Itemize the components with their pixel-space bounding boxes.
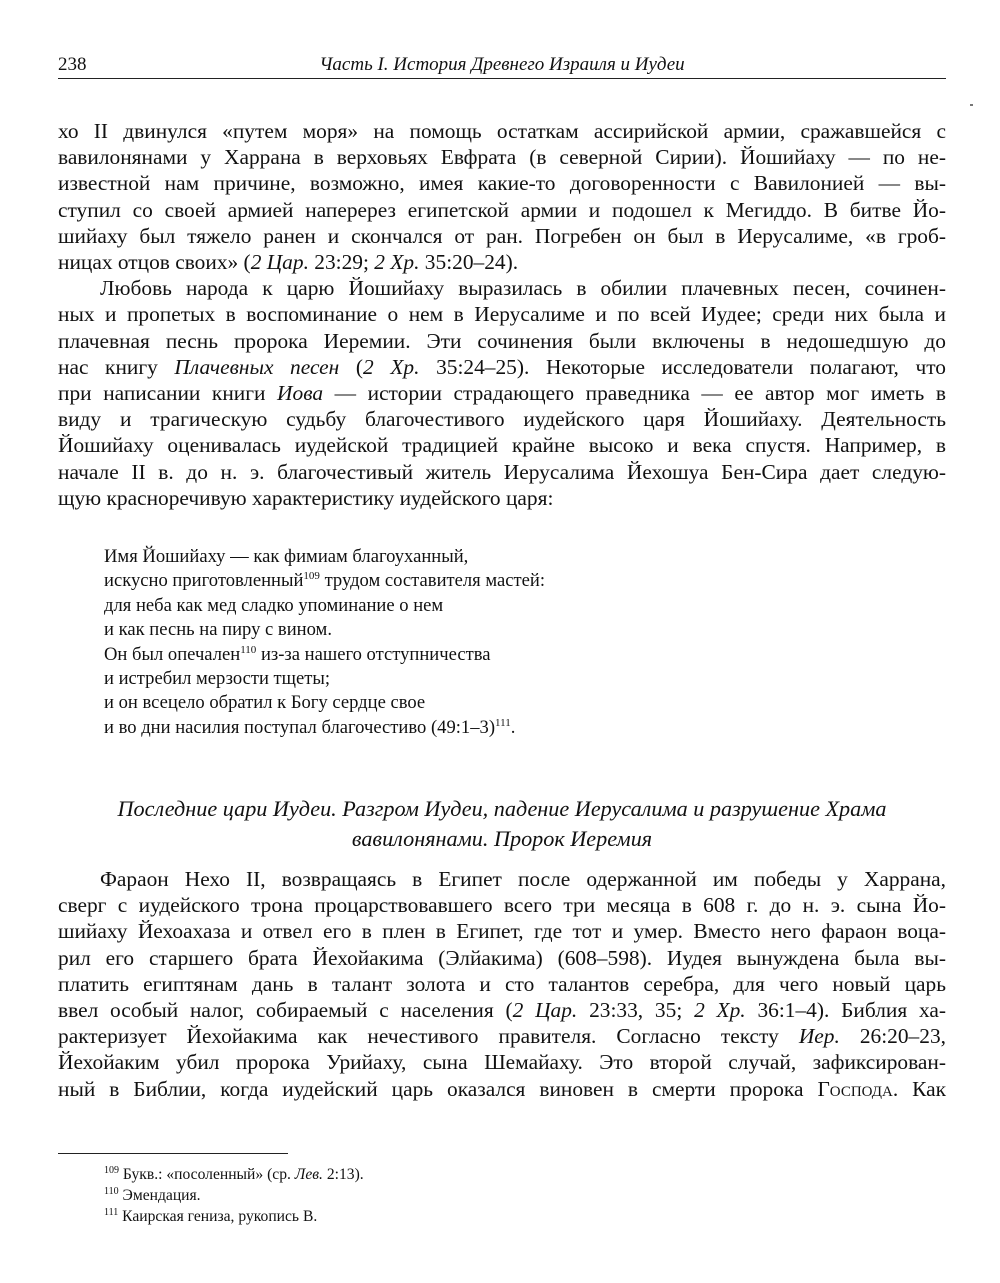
footnote-ref[interactable]: 109 <box>303 570 320 583</box>
bible-ref: Иер. <box>798 1024 840 1049</box>
footnote-ref[interactable]: 111 <box>495 716 511 729</box>
poem-verse: и как песнь на пиру с вином. <box>104 619 332 641</box>
footnote-number: 110 <box>104 1185 119 1197</box>
text-line: шийаху был тяжело ранен и скончался от ран. Погребен он был в Иерусалиме, «в гроб- <box>58 223 946 248</box>
text-line: ввел особый налог, собираемый с населения (2 Цар. 23:33, 35; 2 Хр. 36:1–4). Библия ха- <box>58 998 947 1023</box>
text-line: рактеризует Йехойакима как нечестивого правителя. Согласно тексту Иер. 26:20–23, <box>58 1024 946 1049</box>
text-line: шийаху Йехоахаза и отвел его в плен в Египет, где тот и умер. Вместо него фараон воца- <box>58 919 946 944</box>
poem-verse: Он был опечален$^{110}$ из-за нашего отступничества <box>104 643 491 665</box>
book-title: Иова <box>277 381 324 406</box>
poem-verse: искусно приготовленный$^{109}$ трудом составителя мастей: <box>104 570 546 592</box>
footnote-110: $^{110}$ Эмендация. <box>104 1185 201 1204</box>
bible-ref: Лев. <box>294 1166 323 1183</box>
running-header <box>58 52 946 79</box>
poem-verse: Имя Йошийаху — как фимиам благоуханный, <box>104 546 469 567</box>
text-line: хо II двинулся «путем моря» на помощь остаткам ассирийской армии, сражавшейся с <box>58 119 946 143</box>
bible-ref: 2 Цар. <box>512 998 578 1023</box>
section-heading <box>58 794 946 854</box>
footnotes <box>104 1164 904 1227</box>
text-line: щую красноречивую характеристику иудейского царя: <box>58 485 554 510</box>
text-line: ницах отцов своих» (2 Цар. 23:29; 2 Хр. 35:20–24). <box>58 250 519 275</box>
bible-ref: 2 Цар. <box>250 250 309 275</box>
text-line: ный в Библии, когда иудейский царь оказался виновен в смерти пророка Господа. Как <box>58 1076 946 1101</box>
section-heading-line: вавилонянами. Пророк Иеремия <box>351 826 653 851</box>
poem-verse: для неба как мед сладко упоминание о нем <box>104 594 444 616</box>
bible-ref: 2 Хр. <box>694 998 746 1023</box>
footnote-ref[interactable]: 110 <box>240 643 257 656</box>
footnote-number: 111 <box>104 1206 119 1218</box>
text-line: виду и трагическую судьбу благочестивого иудейского царя Йошийаху. Деятельность <box>58 407 946 432</box>
text-line: вавилонянами у Харрана в верховьях Евфрата (в северной Сирии). Йошийаху — по не- <box>58 145 946 170</box>
text-line: платить египтянам дань в талант золота и сто талантов серебра, для чего новый царь <box>58 971 946 996</box>
text-line: Йехойаким убил пророка Урийаху, сына Шемайаху. Это второй случай, зафиксирован- <box>58 1050 946 1075</box>
text-line: Любовь народа к царю Йошийаху выразилась в обилии плачевных песен, сочинен- <box>100 276 946 301</box>
book-title: Плачевных песен <box>174 354 340 379</box>
text-line: ных и пропетых в воспоминание о нем в Иерусалиме и по всей Иудее; среди них была и <box>58 302 946 327</box>
text-line: рил его старшего брата Йехойакима (Элйакима) (608–598). Иудея вынуждена была вы- <box>58 945 946 970</box>
scan-speck <box>970 104 973 106</box>
poem-verse: и истребил мерзости тщеты; <box>104 668 331 690</box>
poem-verse: и во дни насилия поступал благочестиво (49:1–3)$^{111}$. <box>104 716 516 738</box>
text-line: нас книгу Плачевных песен (2 Хр. 35:24–25). Некоторые исследователи полагают, что <box>58 354 946 379</box>
bible-ref: 2 Хр. <box>374 250 420 275</box>
text-line: ступил со своей армией наперерез египетской армии и подошел к Мегиддо. В битве Йо- <box>58 197 946 222</box>
divine-name: Господа <box>817 1076 893 1101</box>
text-line: Йошийаху оценивалась иудейской традицией крайне высоко и века спустя. Например, в <box>58 433 946 458</box>
paragraph-2 <box>58 275 946 511</box>
section-heading-line: Последние цари Иудеи. Разгром Иудеи, падение Иерусалима и разрушение Храма <box>117 796 887 821</box>
poem-verse: и он всецело обратил к Богу сердце свое <box>104 692 426 714</box>
page-number: 238 <box>58 54 87 75</box>
main-text-block <box>58 118 946 511</box>
text-line: начале II в. до н. э. благочестивый житель Иерусалима Йехошуа Бен-Сира дает следую- <box>58 459 946 484</box>
text-line: плачевная песнь пророка Иеремии. Эти сочинения были включены в недошедшую до <box>58 328 946 353</box>
paragraph-3 <box>58 866 946 1102</box>
running-title: Часть I. История Древнего Израиля и Иудеи <box>319 54 685 75</box>
text-line: при написании книги Иова — истории страдающего праведника — ее автор мог иметь в <box>58 381 946 406</box>
text-line: сверг с иудейского трона процарствовавшего всего три месяца в 608 г. до н. э. сына Йо- <box>58 893 946 918</box>
paragraph-1 <box>58 118 946 275</box>
footnote-number: 109 <box>104 1164 119 1176</box>
footnote-109: $^{109}$ Букв.: «посоленный» (ср. Лев. 2:13). <box>104 1164 364 1183</box>
bible-ref: 2 Хр. <box>363 354 420 379</box>
footnote-divider <box>58 1153 288 1154</box>
poem-quote <box>104 545 804 740</box>
text-line: Фараон Нехо II, возвращаясь в Египет после одержанной им победы у Харрана, <box>100 867 946 891</box>
footnote-111: $^{111}$ Каирская гениза, рукопись В. <box>104 1206 318 1225</box>
text-line: известной нам причине, возможно, имея какие-то договоренности с Вавилонией — вы- <box>58 171 946 196</box>
